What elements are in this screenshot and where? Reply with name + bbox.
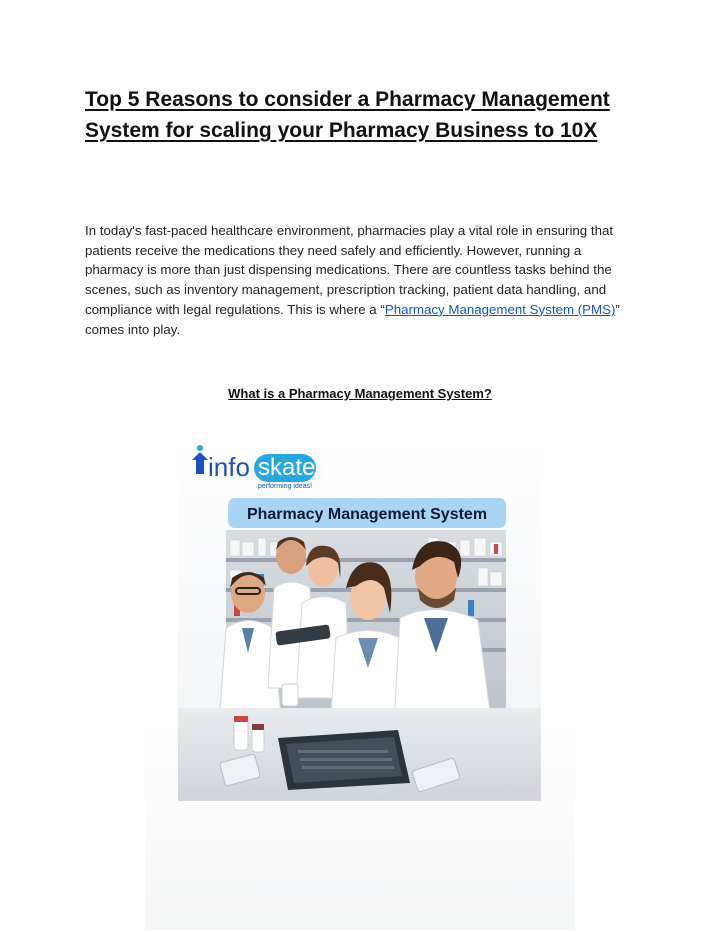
banner-title: Pharmacy Management System xyxy=(246,506,488,523)
pharmacy-illustration xyxy=(178,438,541,801)
svg-text:performing ideas!: performing ideas! xyxy=(258,483,313,490)
intro-paragraph xyxy=(85,221,637,339)
laptop xyxy=(278,730,410,790)
intro-text-before-link: In today's fast-paced healthcare environment, pharmacies play a vital role in ensuring that patients receive the medications they need safely and efficiently. However, running a pharmacy is more than just dispensing medications. There are countless tasks behind the scenes, such as inventory management, prescription tracking, patient data handling, and compliance with legal regulations. This is where a “ xyxy=(85,223,614,317)
section-heading: What is a Pharmacy Management System? xyxy=(228,386,492,401)
svg-text:skaters: skaters xyxy=(258,454,336,481)
svg-text:info: info xyxy=(208,452,250,482)
document-title: Top 5 Reasons to consider a Pharmacy Management System for scaling your Pharmacy Business to 10X xyxy=(85,88,610,142)
intro-text-after-link: ” comes into play. xyxy=(85,301,620,337)
pms-link[interactable]: Pharmacy Management System (PMS) xyxy=(384,301,616,317)
